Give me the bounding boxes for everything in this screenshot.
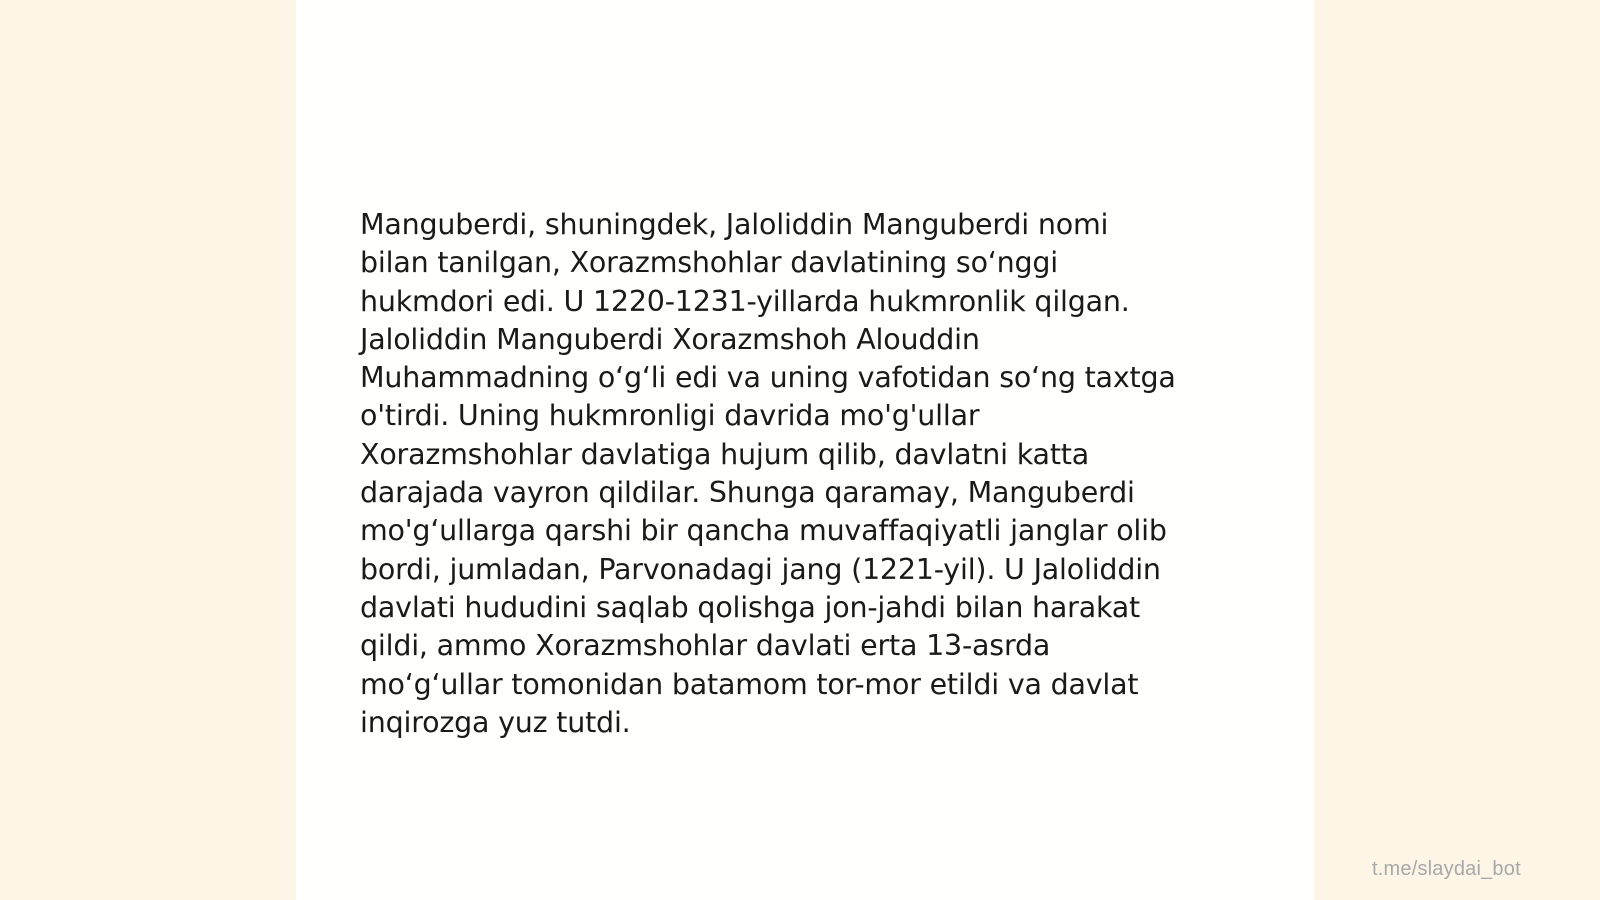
body-line: inqirozga yuz tutdi.: [360, 705, 631, 739]
body-line: darajada vayron qildilar. Shunga qaramay, Manguberdi: [360, 476, 1135, 510]
body-line: o'tirdi. Uning hukmronligi davrida mo'g'ullar: [360, 399, 980, 433]
slide-body-text: [360, 206, 1240, 742]
body-line: Xorazmshohlar davlatiga hujum qilib, davlatni katta: [360, 437, 1090, 471]
body-line: Manguberdi, shuningdek, Jaloliddin Manguberdi nomi: [360, 208, 1109, 241]
body-line: qildi, ammo Xorazmshohlar davlati erta 13-asrda: [360, 629, 1051, 663]
body-line: hukmdori edi. U 1220-1231-yillarda hukmronlik qilgan.: [360, 284, 1130, 318]
body-line: mo'g‘ullarga qarshi bir qancha muvaffaqiyatli janglar olib: [360, 514, 1167, 548]
right-margin: [1314, 0, 1600, 900]
watermark: t.me/slaydai_bot: [1372, 858, 1521, 880]
left-margin: [0, 0, 296, 900]
body-line: mo‘g‘ullar tomonidan batamom tor-mor etildi va davlat: [360, 667, 1139, 701]
slide: [296, 0, 1314, 900]
body-line: Muhammadning o‘g‘li edi va uning vafotidan so‘ng taxtga: [360, 361, 1176, 395]
body-line: Jaloliddin Manguberdi Xorazmshoh Alouddin: [360, 322, 980, 356]
body-line: bordi, jumladan, Parvonadagi jang (1221-yil). U Jaloliddin: [360, 552, 1161, 586]
body-line: davlati hududini saqlab qolishga jon-jahdi bilan harakat: [360, 590, 1140, 624]
body-line: bilan tanilgan, Xorazmshohlar davlatining so‘nggi: [360, 246, 1059, 280]
